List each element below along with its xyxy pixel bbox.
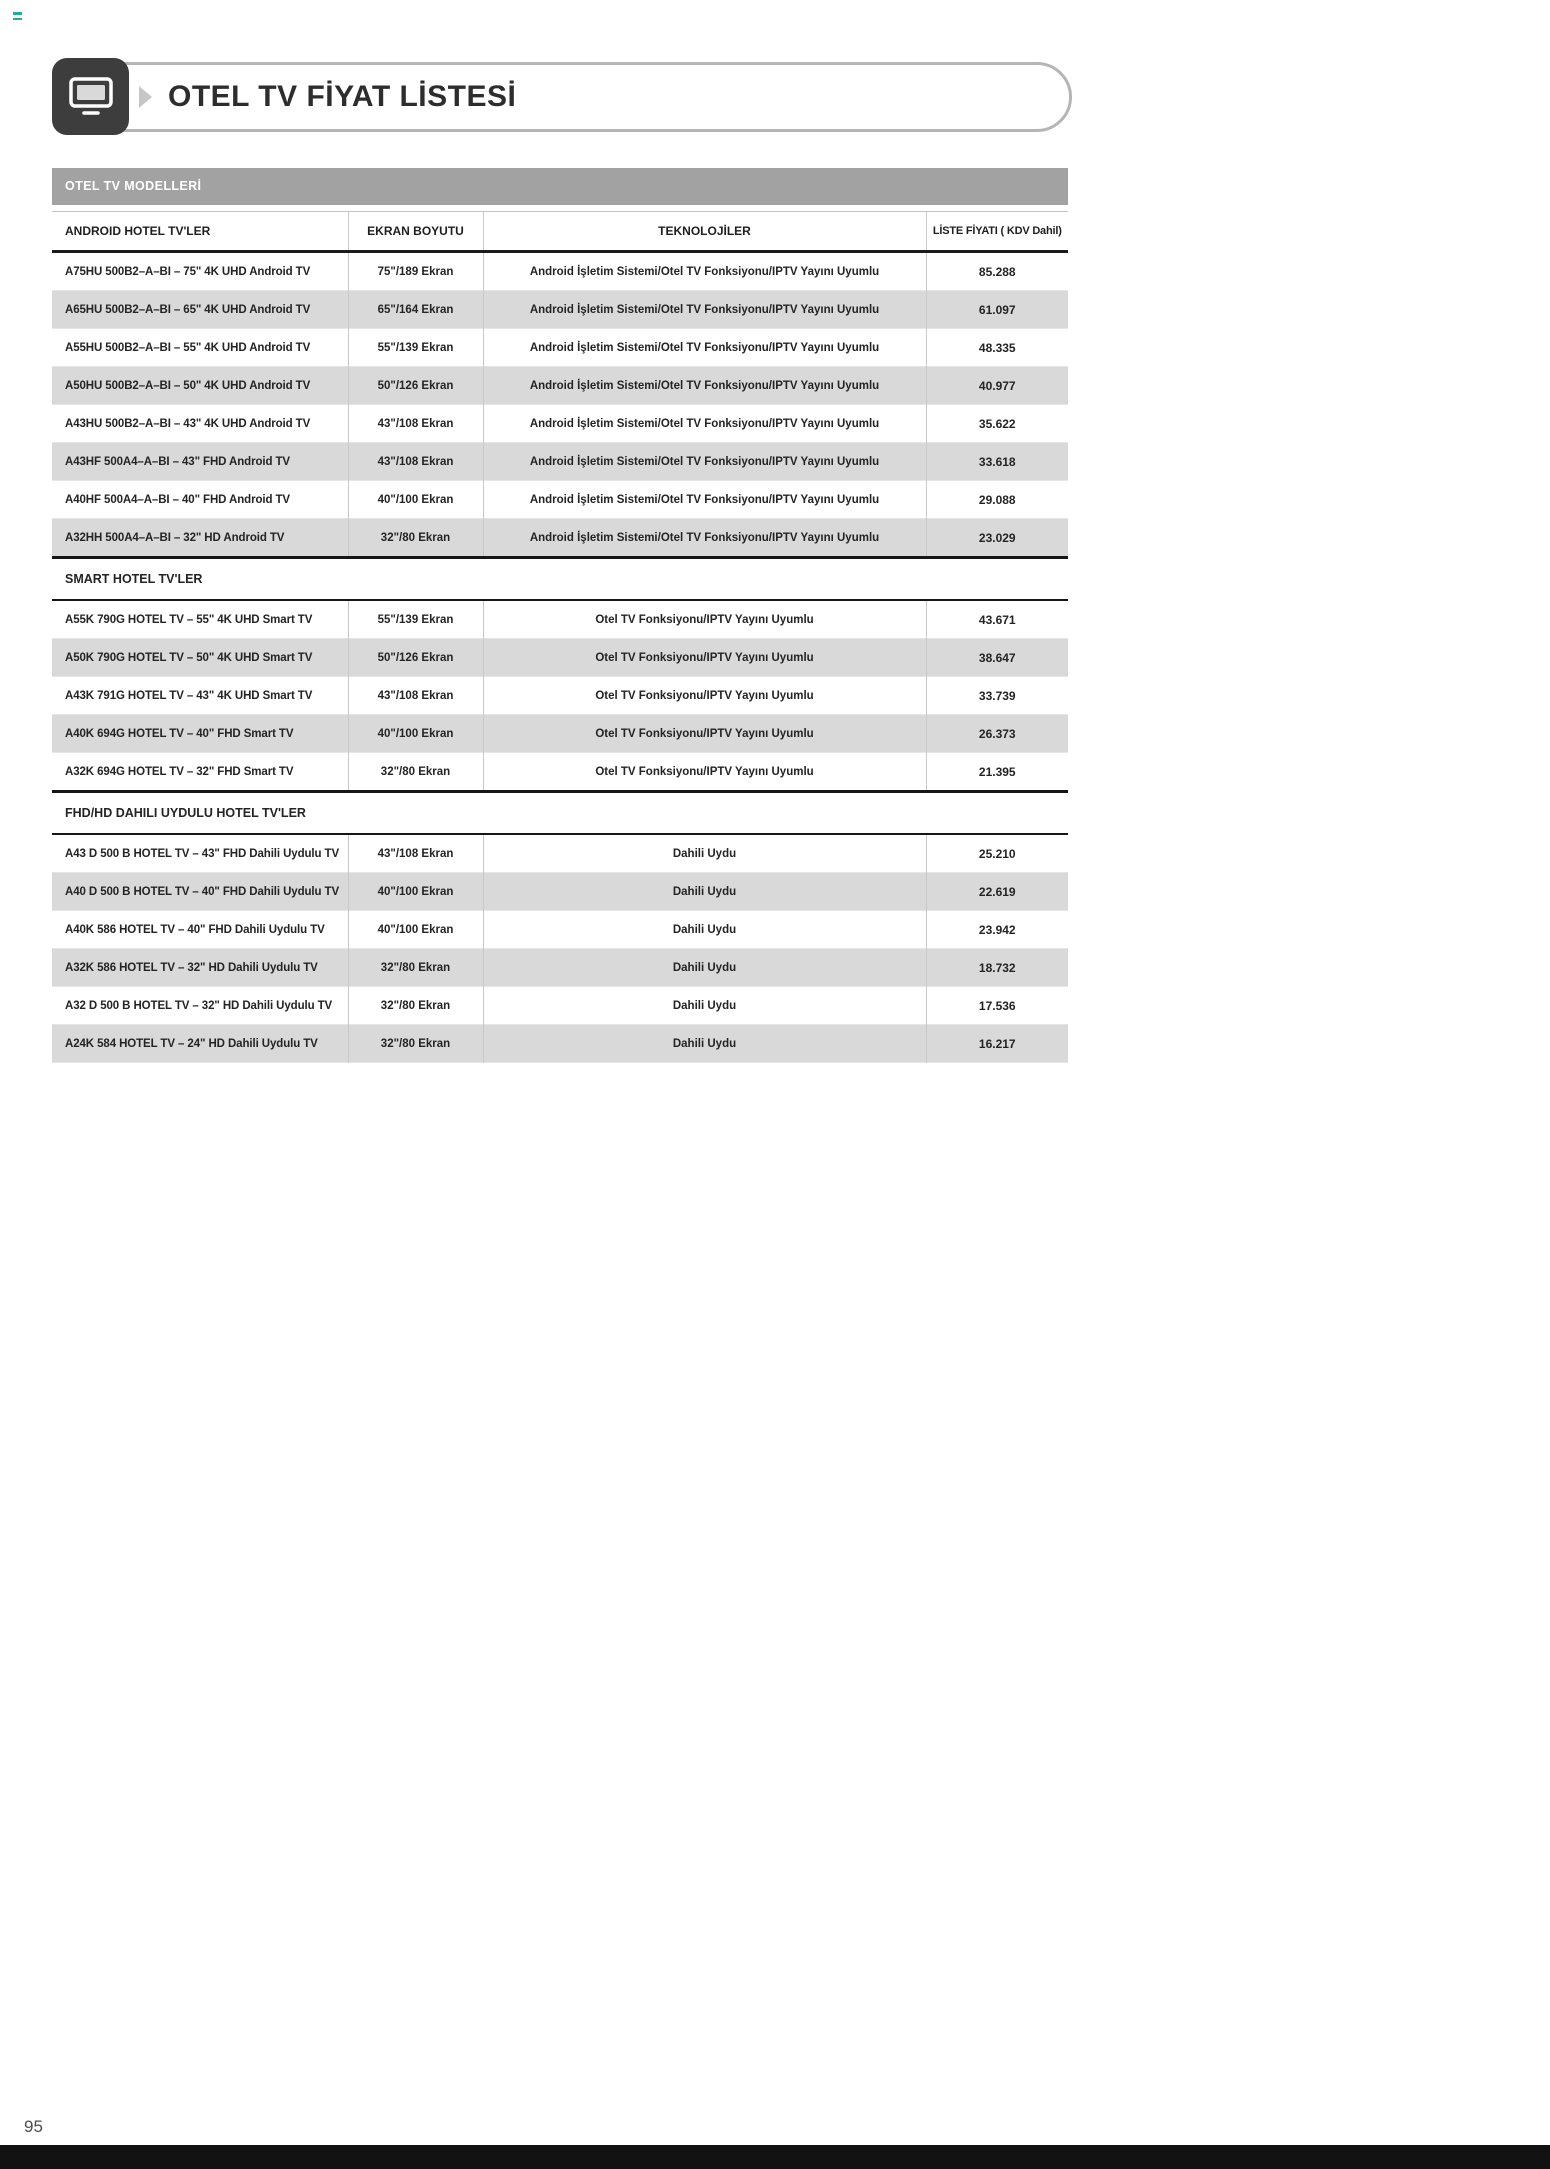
table-row — [52, 911, 1068, 949]
cell-model: A50HU 500B2–A–BI – 50" 4K UHD Android TV — [52, 367, 348, 405]
cell-model: A55K 790G HOTEL TV – 55" 4K UHD Smart TV — [65, 613, 313, 626]
cell-model: A32K 586 HOTEL TV – 32" HD Dahili Uydulu TV — [52, 949, 348, 987]
cell-price: 61.097 — [926, 291, 1068, 329]
cell-tech: Dahili Uydu — [483, 949, 926, 987]
cell-screen: 40"/100 Ekran — [348, 911, 483, 949]
cell-tech: Otel TV Fonksiyonu/IPTV Yayını Uyumlu — [483, 677, 926, 715]
cell-price: 25.210 — [926, 834, 1068, 873]
table-row — [52, 834, 1068, 873]
cell-price: 35.622 — [926, 405, 1068, 443]
cell-price: 29.088 — [926, 481, 1068, 519]
tv-icon — [52, 58, 129, 135]
table-row — [52, 367, 1068, 405]
cell-tech: Otel TV Fonksiyonu/IPTV Yayını Uyumlu — [483, 600, 926, 639]
cell-tech: Otel TV Fonksiyonu/IPTV Yayını Uyumlu — [483, 639, 926, 677]
table-header-row — [52, 212, 1068, 252]
cell-price: 16.217 — [926, 1025, 1068, 1063]
cell-screen: 40"/100 Ekran — [348, 481, 483, 519]
cell-model: A32 D 500 B HOTEL TV – 32" HD Dahili Uydulu TV — [65, 999, 333, 1012]
cell-price: 33.739 — [926, 677, 1068, 715]
cell-model: A43K 791G HOTEL TV – 43" 4K UHD Smart TV — [65, 689, 313, 702]
cell-price: 48.335 — [926, 329, 1068, 367]
table-row — [52, 949, 1068, 987]
cell-screen: 75"/189 Ekran — [348, 252, 483, 291]
cell-price: 40.977 — [926, 367, 1068, 405]
table-row — [52, 873, 1068, 911]
cell-screen: 65"/164 Ekran — [348, 291, 483, 329]
cell-tech: Android İşletim Sistemi/Otel TV Fonksiyonu/IPTV Yayını Uyumlu — [483, 252, 926, 291]
cell-model: A65HU 500B2–A–BI – 65" 4K UHD Android TV — [52, 291, 348, 329]
price-table — [52, 211, 1068, 1063]
cell-screen: 40"/100 Ekran — [348, 873, 483, 911]
table-row — [52, 753, 1068, 792]
cell-tech: Android İşletim Sistemi/Otel TV Fonksiyonu/IPTV Yayını Uyumlu — [483, 291, 926, 329]
cell-price: 23.942 — [926, 911, 1068, 949]
section-header-row — [52, 792, 1068, 835]
cell-screen: 32"/80 Ekran — [348, 753, 483, 792]
cell-screen: 43"/108 Ekran — [348, 677, 483, 715]
cell-tech: Otel TV Fonksiyonu/IPTV Yayını Uyumlu — [483, 753, 926, 792]
cell-screen: 55"/139 Ekran — [348, 600, 483, 639]
cell-price: 33.618 — [926, 443, 1068, 481]
cell-tech: Android İşletim Sistemi/Otel TV Fonksiyonu/IPTV Yayını Uyumlu — [483, 519, 926, 558]
table-row — [52, 1025, 1068, 1063]
cell-model: A24K 584 HOTEL TV – 24" HD Dahili Uydulu TV — [52, 1025, 348, 1063]
cell-model: A32K 694G HOTEL TV – 32" FHD Smart TV — [65, 765, 294, 778]
cell-model: A40K 694G HOTEL TV – 40" FHD Smart TV — [52, 715, 348, 753]
table-row — [52, 329, 1068, 367]
table-row — [52, 715, 1068, 753]
corner-mark-line — [13, 18, 22, 21]
corner-mark-line — [13, 12, 22, 15]
price-table-section — [52, 168, 1068, 1063]
corner-mark-icon — [13, 12, 22, 23]
cell-tech: Android İşletim Sistemi/Otel TV Fonksiyonu/IPTV Yayını Uyumlu — [483, 405, 926, 443]
cell-screen: 40"/100 Ekran — [348, 715, 483, 753]
cell-price: 43.671 — [926, 600, 1068, 639]
cell-price: 18.732 — [926, 949, 1068, 987]
page-header — [52, 58, 1072, 136]
cell-tech: Dahili Uydu — [483, 911, 926, 949]
cell-screen: 32"/80 Ekran — [348, 1025, 483, 1063]
table-row — [52, 291, 1068, 329]
col-header-tech: TEKNOLOJİLER — [483, 212, 926, 252]
cell-tech: Dahili Uydu — [483, 834, 926, 873]
page-number: 95 — [24, 2117, 43, 2136]
cell-screen: 55"/139 Ekran — [348, 329, 483, 367]
cell-tech: Android İşletim Sistemi/Otel TV Fonksiyonu/IPTV Yayını Uyumlu — [483, 367, 926, 405]
cell-model: A55HU 500B2–A–BI – 55" 4K UHD Android TV — [65, 341, 311, 354]
cell-model: A75HU 500B2–A–BI – 75" 4K UHD Android TV — [65, 265, 311, 278]
table-row — [52, 519, 1068, 558]
col-header-price: LİSTE FİYATI ( KDV Dahil) — [926, 212, 1068, 252]
table-row — [52, 677, 1068, 715]
cell-model: A32HH 500A4–A–BI – 32" HD Android TV — [52, 519, 348, 558]
table-row — [52, 405, 1068, 443]
chevron-right-icon — [139, 86, 152, 108]
cell-screen: 43"/108 Ekran — [348, 443, 483, 481]
cell-price: 22.619 — [926, 873, 1068, 911]
section-header-label: SMART HOTEL TV'LER — [52, 558, 1068, 601]
table-row — [52, 252, 1068, 291]
cell-screen: 50"/126 Ekran — [348, 367, 483, 405]
table-row — [52, 639, 1068, 677]
cell-price: 38.647 — [926, 639, 1068, 677]
cell-tech: Dahili Uydu — [483, 1025, 926, 1063]
table-title-bar: OTEL TV MODELLERİ — [52, 168, 1068, 205]
cell-screen: 43"/108 Ekran — [348, 834, 483, 873]
cell-price: 23.029 — [926, 519, 1068, 558]
table-row — [52, 600, 1068, 639]
section-header-label: FHD/HD DAHILI UYDULU HOTEL TV'LER — [52, 792, 1068, 835]
table-row — [52, 443, 1068, 481]
cell-screen: 32"/80 Ekran — [348, 987, 483, 1025]
cell-price: 17.536 — [926, 987, 1068, 1025]
col-header-screen: EKRAN BOYUTU — [348, 212, 483, 252]
table-row — [52, 481, 1068, 519]
table-row — [52, 987, 1068, 1025]
cell-model: A40HF 500A4–A–BI – 40" FHD Android TV — [65, 493, 290, 506]
cell-model: A43HU 500B2–A–BI – 43" 4K UHD Android TV — [65, 417, 311, 430]
cell-tech: Otel TV Fonksiyonu/IPTV Yayını Uyumlu — [483, 715, 926, 753]
cell-tech: Dahili Uydu — [483, 873, 926, 911]
cell-model: A43HF 500A4–A–BI – 43" FHD Android TV — [52, 443, 348, 481]
section-header-row — [52, 558, 1068, 601]
cell-tech: Dahili Uydu — [483, 987, 926, 1025]
cell-model: A43 D 500 B HOTEL TV – 43" FHD Dahili Uydulu TV — [65, 847, 340, 860]
cell-tech: Android İşletim Sistemi/Otel TV Fonksiyonu/IPTV Yayını Uyumlu — [483, 481, 926, 519]
cell-screen: 50"/126 Ekran — [348, 639, 483, 677]
cell-screen: 32"/80 Ekran — [348, 519, 483, 558]
cell-price: 26.373 — [926, 715, 1068, 753]
cell-model: A40 D 500 B HOTEL TV – 40" FHD Dahili Uydulu TV — [52, 873, 348, 911]
cell-price: 21.395 — [926, 753, 1068, 792]
cell-price: 85.288 — [926, 252, 1068, 291]
cell-model: A50K 790G HOTEL TV – 50" 4K UHD Smart TV — [52, 639, 348, 677]
tv-monitor-glyph — [68, 76, 114, 118]
footer-bar — [0, 2145, 1550, 2169]
cell-screen: 32"/80 Ekran — [348, 949, 483, 987]
cell-screen: 43"/108 Ekran — [348, 405, 483, 443]
col-header-model: ANDROID HOTEL TV'LER — [52, 212, 348, 252]
cell-tech: Android İşletim Sistemi/Otel TV Fonksiyonu/IPTV Yayını Uyumlu — [483, 329, 926, 367]
price-table-body — [52, 252, 1068, 1063]
cell-tech: Android İşletim Sistemi/Otel TV Fonksiyonu/IPTV Yayını Uyumlu — [483, 443, 926, 481]
cell-model: A40K 586 HOTEL TV – 40" FHD Dahili Uydulu TV — [65, 923, 325, 936]
page-title: OTEL TV FİYAT LİSTESİ — [168, 80, 517, 113]
